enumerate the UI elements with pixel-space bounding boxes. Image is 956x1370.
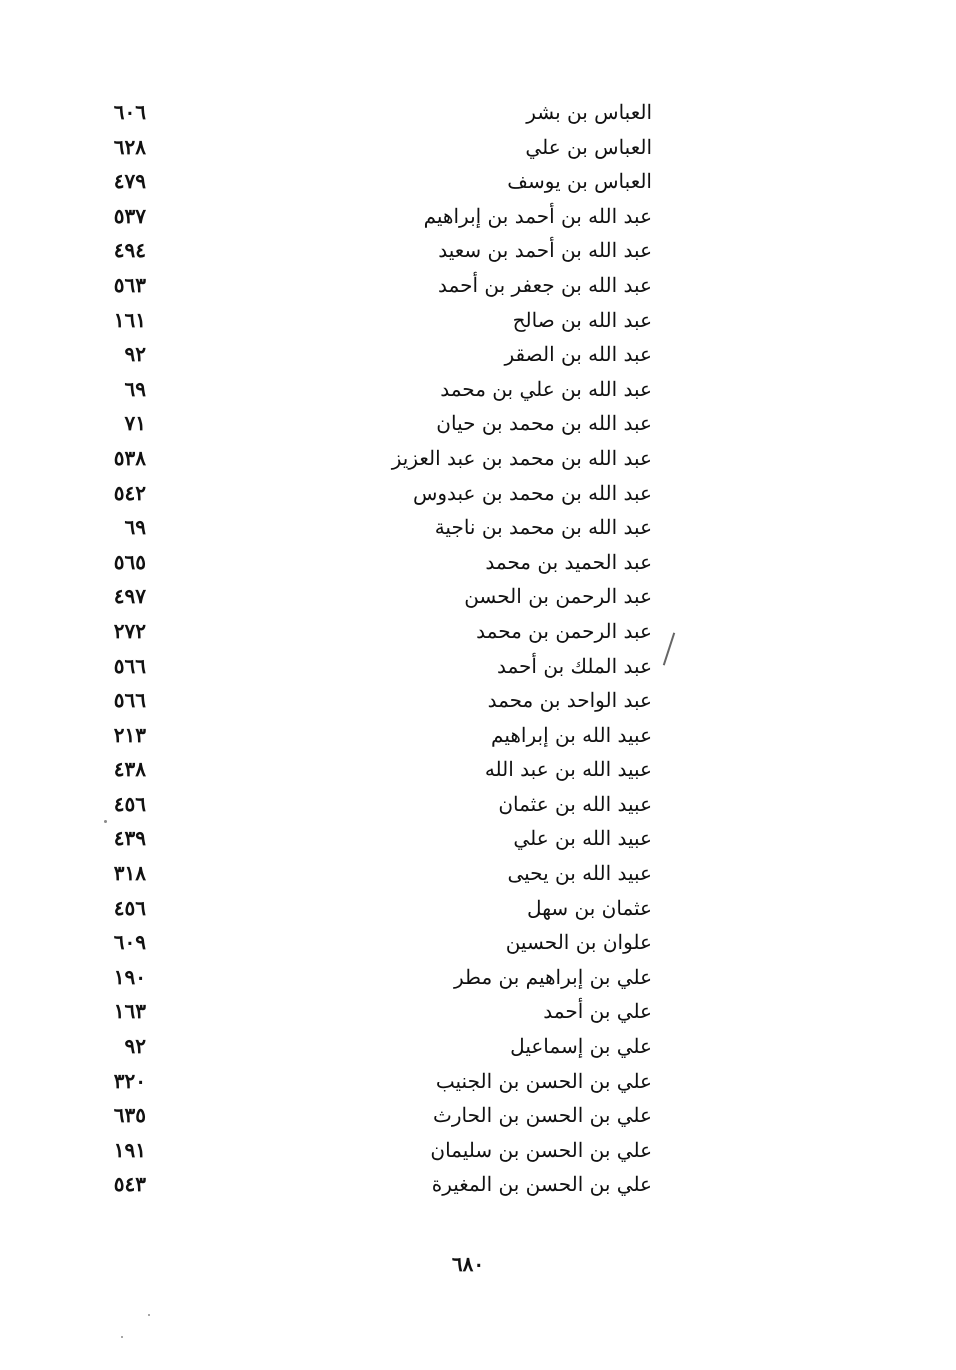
index-entry [90, 234, 652, 269]
index-entry [90, 1065, 652, 1100]
entry-page-number: ١٩١ [113, 1137, 146, 1162]
entry-page-number: ٦٩ [124, 515, 146, 540]
name-index-list [90, 96, 652, 1203]
entry-name: عبد الله بن أحمد بن إبراهيم [423, 203, 652, 228]
margin-pen-mark [663, 633, 675, 666]
index-entry [90, 165, 652, 200]
entry-name: العباس بن علي [525, 134, 652, 159]
index-entry [90, 373, 652, 408]
entry-name: عبيد الله بن علي [513, 826, 652, 851]
entry-page-number: ٤٧٩ [113, 169, 146, 194]
entry-page-number: ٤٣٨ [113, 757, 146, 782]
entry-name: عبد الرحمن بن محمد [476, 618, 652, 643]
index-entry [90, 1168, 652, 1203]
index-entry [90, 1134, 652, 1169]
page-number: ٦٨٠ [451, 1252, 485, 1276]
entry-page-number: ٩٢ [124, 1034, 146, 1059]
entry-page-number: ٦٠٦ [113, 100, 146, 124]
entry-page-number: ٦٣٥ [113, 1103, 146, 1128]
entry-page-number: ٥٦٦ [113, 688, 146, 713]
index-entry [90, 477, 652, 512]
entry-name: علي بن الحسن بن سليمان [430, 1137, 652, 1162]
entry-name: عبد الله بن محمد بن عبد العزيز [391, 445, 652, 470]
entry-name: علي بن أحمد [543, 999, 652, 1024]
entry-name: عبد الملك بن أحمد [497, 653, 652, 678]
entry-page-number: ٥٦٥ [113, 549, 146, 574]
index-entry [90, 753, 652, 788]
index-entry [90, 200, 652, 235]
entry-name: العباس بن بشر [526, 100, 652, 124]
index-entry [90, 719, 652, 754]
entry-name: عبيد الله بن عثمان [498, 791, 652, 816]
index-entry [90, 892, 652, 927]
entry-page-number: ٢١٣ [113, 722, 146, 747]
index-entry [90, 857, 652, 892]
entry-page-number: ٩٢ [124, 342, 146, 367]
entry-page-number: ٦٩ [124, 376, 146, 401]
index-entry [90, 822, 652, 857]
index-entry [90, 442, 652, 477]
entry-name: علي بن إبراهيم بن مطر [454, 964, 652, 989]
index-entry [90, 995, 652, 1030]
entry-page-number: ٥٦٣ [113, 272, 146, 297]
index-entry [90, 96, 652, 131]
entry-page-number: ٥٣٧ [113, 203, 146, 228]
entry-name: العباس بن يوسف [507, 169, 652, 194]
entry-page-number: ٦٢٨ [113, 134, 146, 159]
entry-name: عثمان بن سهل [527, 895, 652, 920]
entry-name: عبد الله بن محمد بن حيان [436, 411, 652, 436]
entry-name: عبد الله بن صالح [512, 307, 652, 332]
entry-name: عبد الرحمن بن الحسن [464, 584, 652, 609]
index-entry [90, 304, 652, 339]
index-entry [90, 131, 652, 166]
entry-name: عبد الواحد بن محمد [487, 688, 652, 713]
entry-page-number: ١٦١ [113, 307, 146, 332]
entry-page-number: ٥٤٢ [113, 480, 146, 505]
index-entry [90, 788, 652, 823]
entry-name: عبد الحميد بن محمد [485, 549, 652, 574]
entry-page-number: ٤٩٤ [113, 238, 146, 263]
entry-page-number: ٥٦٦ [113, 653, 146, 678]
index-entry [90, 269, 652, 304]
index-entry [90, 684, 652, 719]
index-entry [90, 926, 652, 961]
entry-page-number: ١٩٠ [113, 964, 146, 989]
index-entry [90, 650, 652, 685]
entry-name: عبيد الله بن إبراهيم [491, 722, 652, 747]
entry-name: عبيد الله بن عبد الله [484, 757, 652, 782]
entry-name: عبد الله بن علي بن محمد [440, 376, 652, 401]
scan-speck [148, 1314, 150, 1316]
index-entry [90, 546, 652, 581]
entry-name: عبيد الله بن يحيى [507, 861, 652, 886]
entry-page-number: ٦٠٩ [113, 930, 146, 955]
entry-page-number: ٧١ [124, 411, 146, 436]
index-entry [90, 961, 652, 996]
entry-name: علي بن إسماعيل [510, 1034, 652, 1059]
scan-speck [121, 1336, 123, 1338]
entry-name: علي بن الحسن بن الحارث [432, 1103, 652, 1128]
index-entry [90, 615, 652, 650]
entry-page-number: ٤٣٩ [113, 826, 146, 851]
entry-name: عبد الله بن جعفر بن أحمد [438, 272, 652, 297]
entry-page-number: ٥٣٨ [113, 445, 146, 470]
index-entry [90, 407, 652, 442]
entry-page-number: ٥٤٣ [113, 1172, 146, 1197]
entry-page-number: ١٦٣ [113, 999, 146, 1024]
index-entry [90, 1030, 652, 1065]
entry-name: عبد الله بن أحمد بن سعيد [438, 238, 652, 263]
entry-page-number: ٣١٨ [113, 861, 146, 886]
index-entry [90, 580, 652, 615]
entry-page-number: ٢٧٢ [113, 618, 146, 643]
index-entry [90, 1099, 652, 1134]
entry-page-number: ٤٩٧ [113, 584, 146, 609]
entry-name: علي بن الحسن بن الجنيب [435, 1068, 652, 1093]
entry-page-number: ٤٥٦ [113, 895, 146, 920]
index-entry [90, 338, 652, 373]
entry-name: علوان بن الحسين [505, 930, 652, 955]
entry-page-number: ٤٥٦ [113, 791, 146, 816]
scan-speck [104, 820, 107, 823]
entry-name: علي بن الحسن بن المغيرة [431, 1172, 652, 1197]
entry-name: عبد الله بن محمد بن عبدوس [412, 480, 652, 505]
entry-name: عبد الله بن محمد بن ناجية [434, 515, 652, 540]
entry-page-number: ٣٢٠ [113, 1068, 146, 1093]
index-entry [90, 511, 652, 546]
entry-name: عبد الله بن الصقر [504, 342, 652, 367]
